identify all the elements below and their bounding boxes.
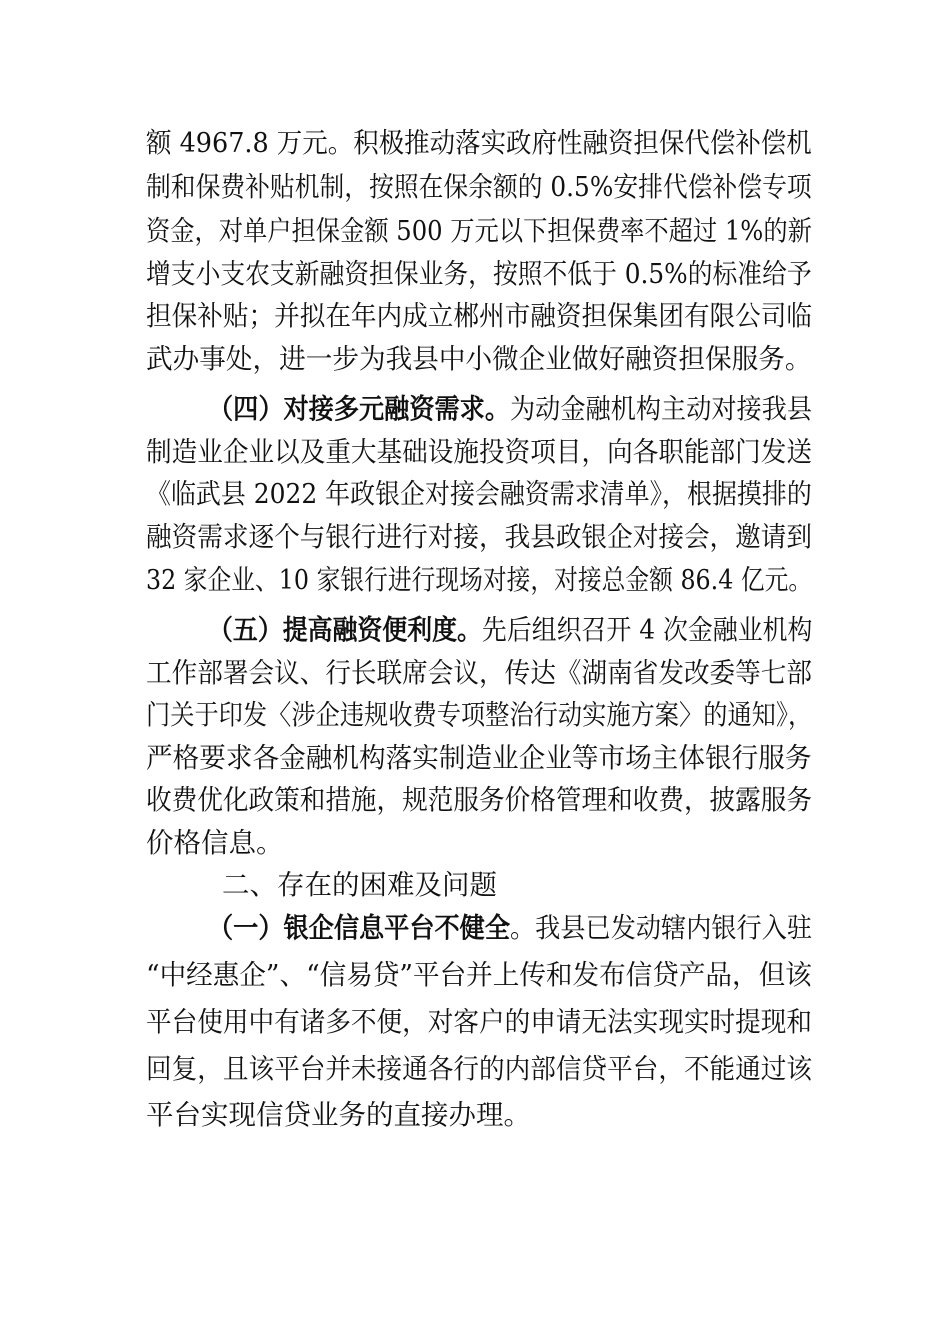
paragraph-text: 先后组织召开 4 次金融业机构: [481, 614, 813, 646]
text-line: 平台使用中有诸多不便，对客户的申请无法实现实时提现和: [146, 1006, 813, 1038]
text-line: 融资需求逐个与银行进行对接，我县政银企对接会，邀请到: [146, 521, 813, 553]
paragraph-text: 。我县已发动辖内银行入驻: [510, 912, 813, 944]
text-line: 《临武县 2022 年政银企对接会融资需求清单》，根据摸排的: [146, 478, 812, 510]
text-line: 工作部署会议、行长联席会议，传达《湖南省发改委等七部: [146, 657, 813, 689]
section-heading: 二、存在的困难及问题: [222, 869, 497, 901]
text-line: 武办事处，进一步为我县中小微企业做好融资担保服务。: [146, 343, 812, 375]
text-line: [208, 613, 812, 647]
text-line: 制和保费补贴机制，按照在保余额的 0.5%安排代偿补偿专项: [146, 171, 812, 203]
text-line: 严格要求各金融机构落实制造业企业等市场主体银行服务: [146, 742, 812, 774]
text-line: 额 4967.8 万元。积极推动落实政府性融资担保代偿补偿机: [146, 127, 812, 159]
text-line: 价格信息。: [146, 827, 284, 859]
text-line: 资金，对单户担保金额 500 万元以下担保费率不超过 1%的新: [146, 215, 812, 247]
text-line: [208, 392, 812, 426]
text-line: 担保补贴；并拟在年内成立郴州市融资担保集团有限公司临: [146, 300, 813, 332]
text-line: [208, 911, 812, 945]
paragraph-heading: （五）提高融资便利度。: [208, 614, 482, 646]
text-line: 32 家企业、10 家银行进行现场对接，对接总金额 86.4 亿元。: [146, 564, 813, 596]
text-line: 平台实现信贷业务的直接办理。: [146, 1099, 531, 1131]
paragraph-text: 为动金融机构主动对接我县: [510, 393, 813, 425]
text-line: 回复，且该平台并未接通各行的内部信贷平台，不能通过该: [146, 1053, 813, 1085]
paragraph-heading: （四）对接多元融资需求。: [208, 393, 511, 425]
text-line: 制造业企业以及重大基础设施投资项目，向各职能部门发送: [146, 436, 813, 468]
paragraph-heading: （一）银企信息平台不健全: [208, 912, 511, 944]
text-line: 增支小支农支新融资担保业务，按照不低于 0.5%的标准给予: [146, 258, 812, 290]
text-line: 收费优化政策和措施，规范服务价格管理和收费，披露服务: [146, 784, 813, 816]
text-line: 门关于印发〈涉企违规收费专项整治行动实施方案〉的通知》，: [146, 699, 813, 731]
text-line: “中经惠企”、“信易贷”平台并上传和发布信贷产品，但该: [146, 959, 812, 991]
